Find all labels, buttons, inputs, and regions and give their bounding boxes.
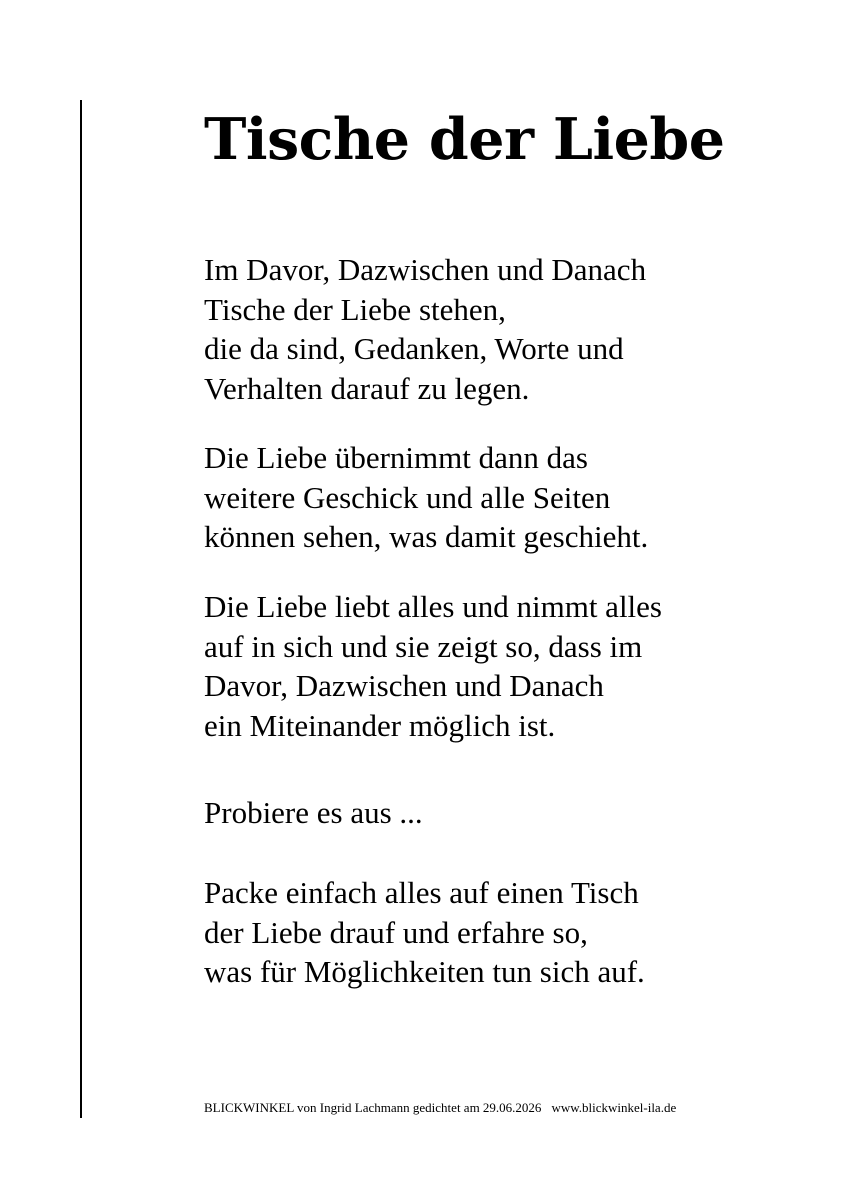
verse-line: der Liebe drauf und erfahre so,: [204, 914, 588, 950]
stanza-1: [204, 250, 646, 408]
verse-line: Die Liebe liebt alles und nimmt alles: [204, 589, 662, 624]
stanza-2: [204, 438, 648, 557]
verse-line: Tische der Liebe stehen,: [204, 291, 506, 327]
verse-line: Verhalten darauf zu legen.: [204, 370, 530, 406]
verse-line: Probiere es aus ...: [204, 795, 423, 830]
footer-credit: BLICKWINKEL von Ingrid Lachmann gedichtet am 29.06.2026: [204, 1100, 542, 1115]
verse-line: Im Davor, Dazwischen und Danach: [204, 252, 647, 287]
verse-line: ein Miteinander möglich ist.: [204, 707, 556, 743]
verse-line: Die Liebe übernimmt dann das: [204, 440, 588, 475]
footer-website-link[interactable]: www.blickwinkel-ila.de: [551, 1100, 677, 1115]
margin-rule: [80, 100, 82, 1118]
verse-line: können sehen, was damit geschieht.: [204, 519, 649, 554]
stanza-5: [204, 873, 645, 992]
verse-line: Packe einfach alles auf einen Tisch: [204, 875, 639, 910]
verse-line: auf in sich und sie zeigt so, dass im: [204, 628, 643, 664]
stanza-3: [204, 587, 662, 745]
stanza-4: [204, 793, 423, 833]
verse-line: was für Möglichkeiten tun sich auf.: [204, 954, 645, 989]
poem-title: Tische der Liebe: [204, 106, 725, 173]
verse-line: die da sind, Gedanken, Worte und: [204, 331, 624, 366]
page-footer: [204, 1099, 676, 1117]
verse-line: weitere Geschick und alle Seiten: [204, 479, 611, 515]
verse-line: Davor, Dazwischen und Danach: [204, 668, 604, 703]
